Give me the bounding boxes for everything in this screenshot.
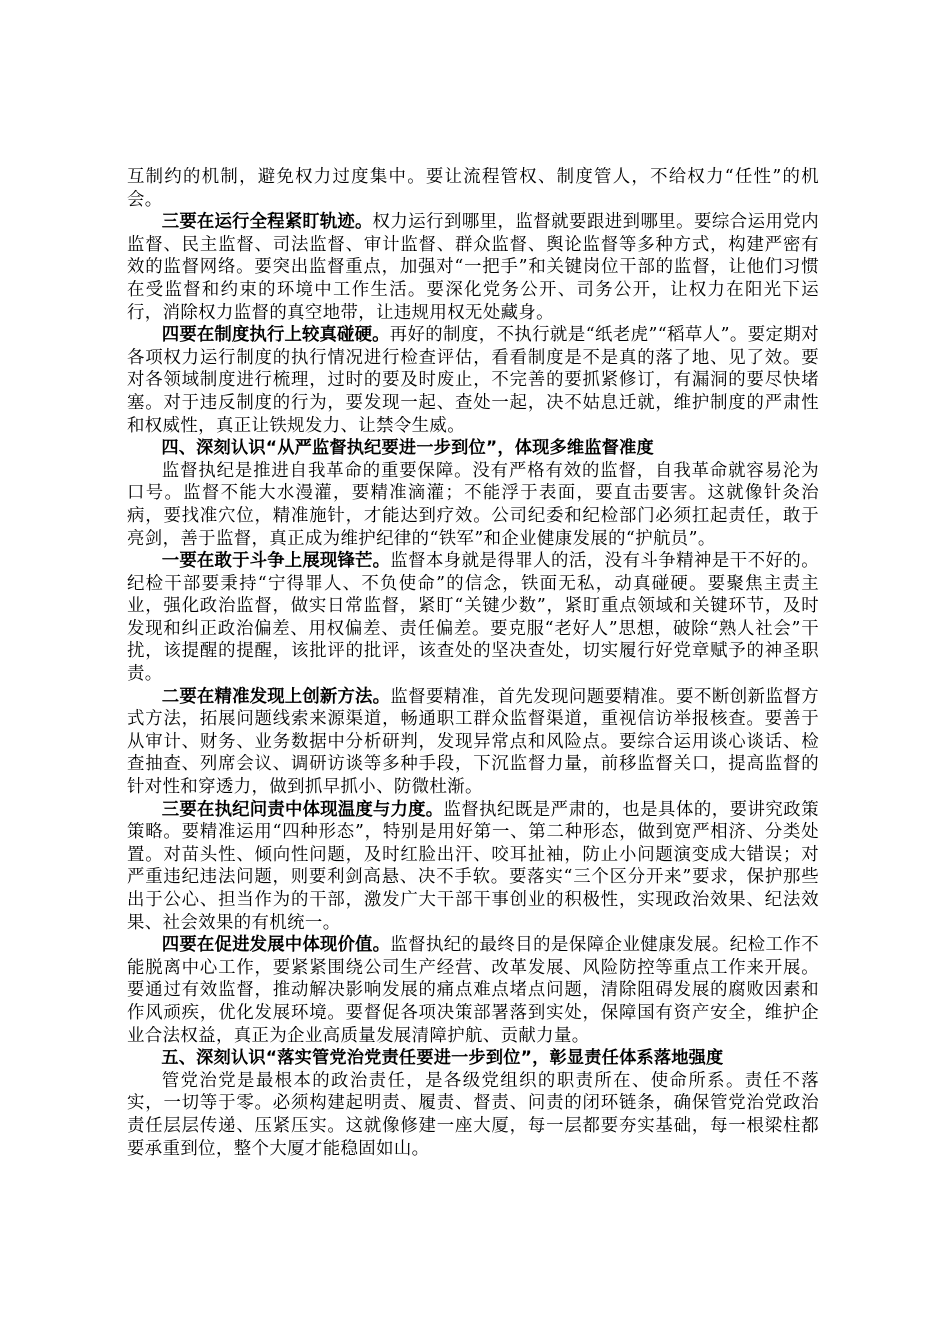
paragraph-text: 互制约的机制，避免权力过度集中。要让流程管权、制度管人，不给权力“任性”的机会。: [127, 167, 819, 210]
point-paragraph: [127, 799, 819, 935]
point-paragraph: [127, 550, 819, 686]
paragraph-text: 再好的制度，不执行就是“纸老虎”“稻草人”。要定期对各项权力运行制度的执行情况进行检查评估，看看制度是不是真的落了地、见了效。要对各领域制度进行梳理，过时的要及时废止，不完善的要抓紧修订，有漏洞的要尽快堵塞。对于违反制度的行为，要发现一起、查处一起，决不姑息迁就，维护制度的严肃性和权威性，真正让铁规发力、让禁令生威。: [127, 325, 819, 436]
point-paragraph: [127, 211, 819, 324]
point-heading: 三要在执纪问责中体现温度与力度。: [161, 799, 444, 820]
paragraph-text: 监督执纪是推进自我革命的重要保障。没有严格有效的监督，自我革命就容易沦为口号。监督不能大水漫灌，要精准滴灌；不能浮于表面，要直击要害。这就像针灸治病，要找准穴位，精准施针，才能达到疗效。公司纪委和纪检部门必须扛起责任，敢于亮剑，善于监督，真正成为维护纪律的“铁军”和企业健康发展的“护航员”。: [127, 460, 819, 549]
body-paragraph: [127, 460, 819, 550]
point-heading: 一要在敢于斗争上展现锋芒。: [161, 551, 391, 572]
point-paragraph: [127, 934, 819, 1047]
point-paragraph: [127, 686, 819, 799]
section-heading: 五、深刻认识“落实管党治党责任要进一步到位”，彰显责任体系落地强度: [161, 1048, 724, 1069]
point-paragraph: [127, 324, 819, 437]
paragraph-text: 监督执纪的最终目的是保障企业健康发展。纪检工作不能脱离中心工作，要紧紧围绕公司生产经营、改革发展、风险防控等重点工作来开展。要通过有效监督，推动解决影响发展的痛点难点堵点问题，清除阻碍发展的腐败因素和作风顽疾，优化发展环境。要督促各项决策部署落到实处，保障国有资产安全，维护企业合法权益，真正为企业高质量发展清障护航、贡献力量。: [127, 935, 819, 1046]
paragraph-text: 监督执纪既是严肃的，也是具体的，要讲究政策策略。要精准运用“四种形态”，特别是用好第一、第二种形态，做到宽严相济、分类处置。对苗头性、倾向性问题，及时红脸出汗、咬耳扯袖，防止小问题演变成大错误；对严重违纪违法问题，则要利剑高悬、决不手软。要落实“三个区分开来”要求，保护那些出于公心、担当作为的干部，激发广大干部干事创业的积极性，实现政治效果、纪法效果、社会效果的有机统一。: [127, 799, 819, 933]
point-heading: 二要在精准发现上创新方法。: [161, 686, 391, 707]
paragraph-text: 监督要精准，首先发现问题要精准。要不断创新监督方式方法，拓展问题线索来源渠道，畅通职工群众监督渠道，重视信访举报核查。要善于从审计、财务、业务数据中分析研判，发现异常点和风险点。要综合运用谈心谈话、检查抽查、列席会议、调研访谈等多种手段，下沉监督力量，前移监督关口，提高监督的针对性和穿透力，做到抓早抓小、防微杜渐。: [127, 686, 819, 798]
section-heading: 四、深刻认识“从严监督执纪要进一步到位”，体现多维监督准度: [161, 438, 654, 459]
point-heading: 三要在运行全程紧盯轨迹。: [161, 212, 373, 233]
paragraph-text: 权力运行到哪里，监督就要跟进到哪里。要综合运用党内监督、民主监督、司法监督、审计监督、群众监督、舆论监督等多种方式，构建严密有效的监督网络。要突出监督重点，加强对“一把手”和关键岗位干部的监督，让他们习惯在受监督和约束的环境中工作生活。要深化党务公开、司务公开，让权力在阳光下运行，消除权力监督的真空地带，让违规用权无处藏身。: [127, 212, 819, 323]
body-paragraph: [127, 1070, 819, 1160]
continuation-paragraph: [127, 166, 819, 211]
document-body: [127, 166, 819, 1160]
paragraph-text: 监督本身就是得罪人的活，没有斗争精神是干不好的。纪检干部要秉持“宁得罪人、不负使命”的信念，铁面无私，动真碰硬。要聚焦主责主业，强化政治监督，做实日常监督，紧盯“关键少数”，紧盯重点领域和关键环节，及时发现和纠正政治偏差、用权偏差、责任偏差。要克服“老好人”思想，破除“熟人社会”干扰，该提醒的提醒，该批评的批评，该查处的坚决查处，切实履行好党章赋予的神圣职责。: [127, 551, 819, 685]
point-heading: 四要在制度执行上较真碰硬。: [161, 325, 390, 346]
paragraph-text: 管党治党是最根本的政治责任，是各级党组织的职责所在、使命所系。责任不落实，一切等于零。必须构建起明责、履责、督责、问责的闭环链条，确保管党治党政治责任层层传递、压紧压实。这就像修建一座大厦，每一层都要夯实基础，每一根梁柱都要承重到位，整个大厦才能稳固如山。: [127, 1070, 819, 1159]
point-heading: 四要在促进发展中体现价值。: [161, 935, 391, 956]
